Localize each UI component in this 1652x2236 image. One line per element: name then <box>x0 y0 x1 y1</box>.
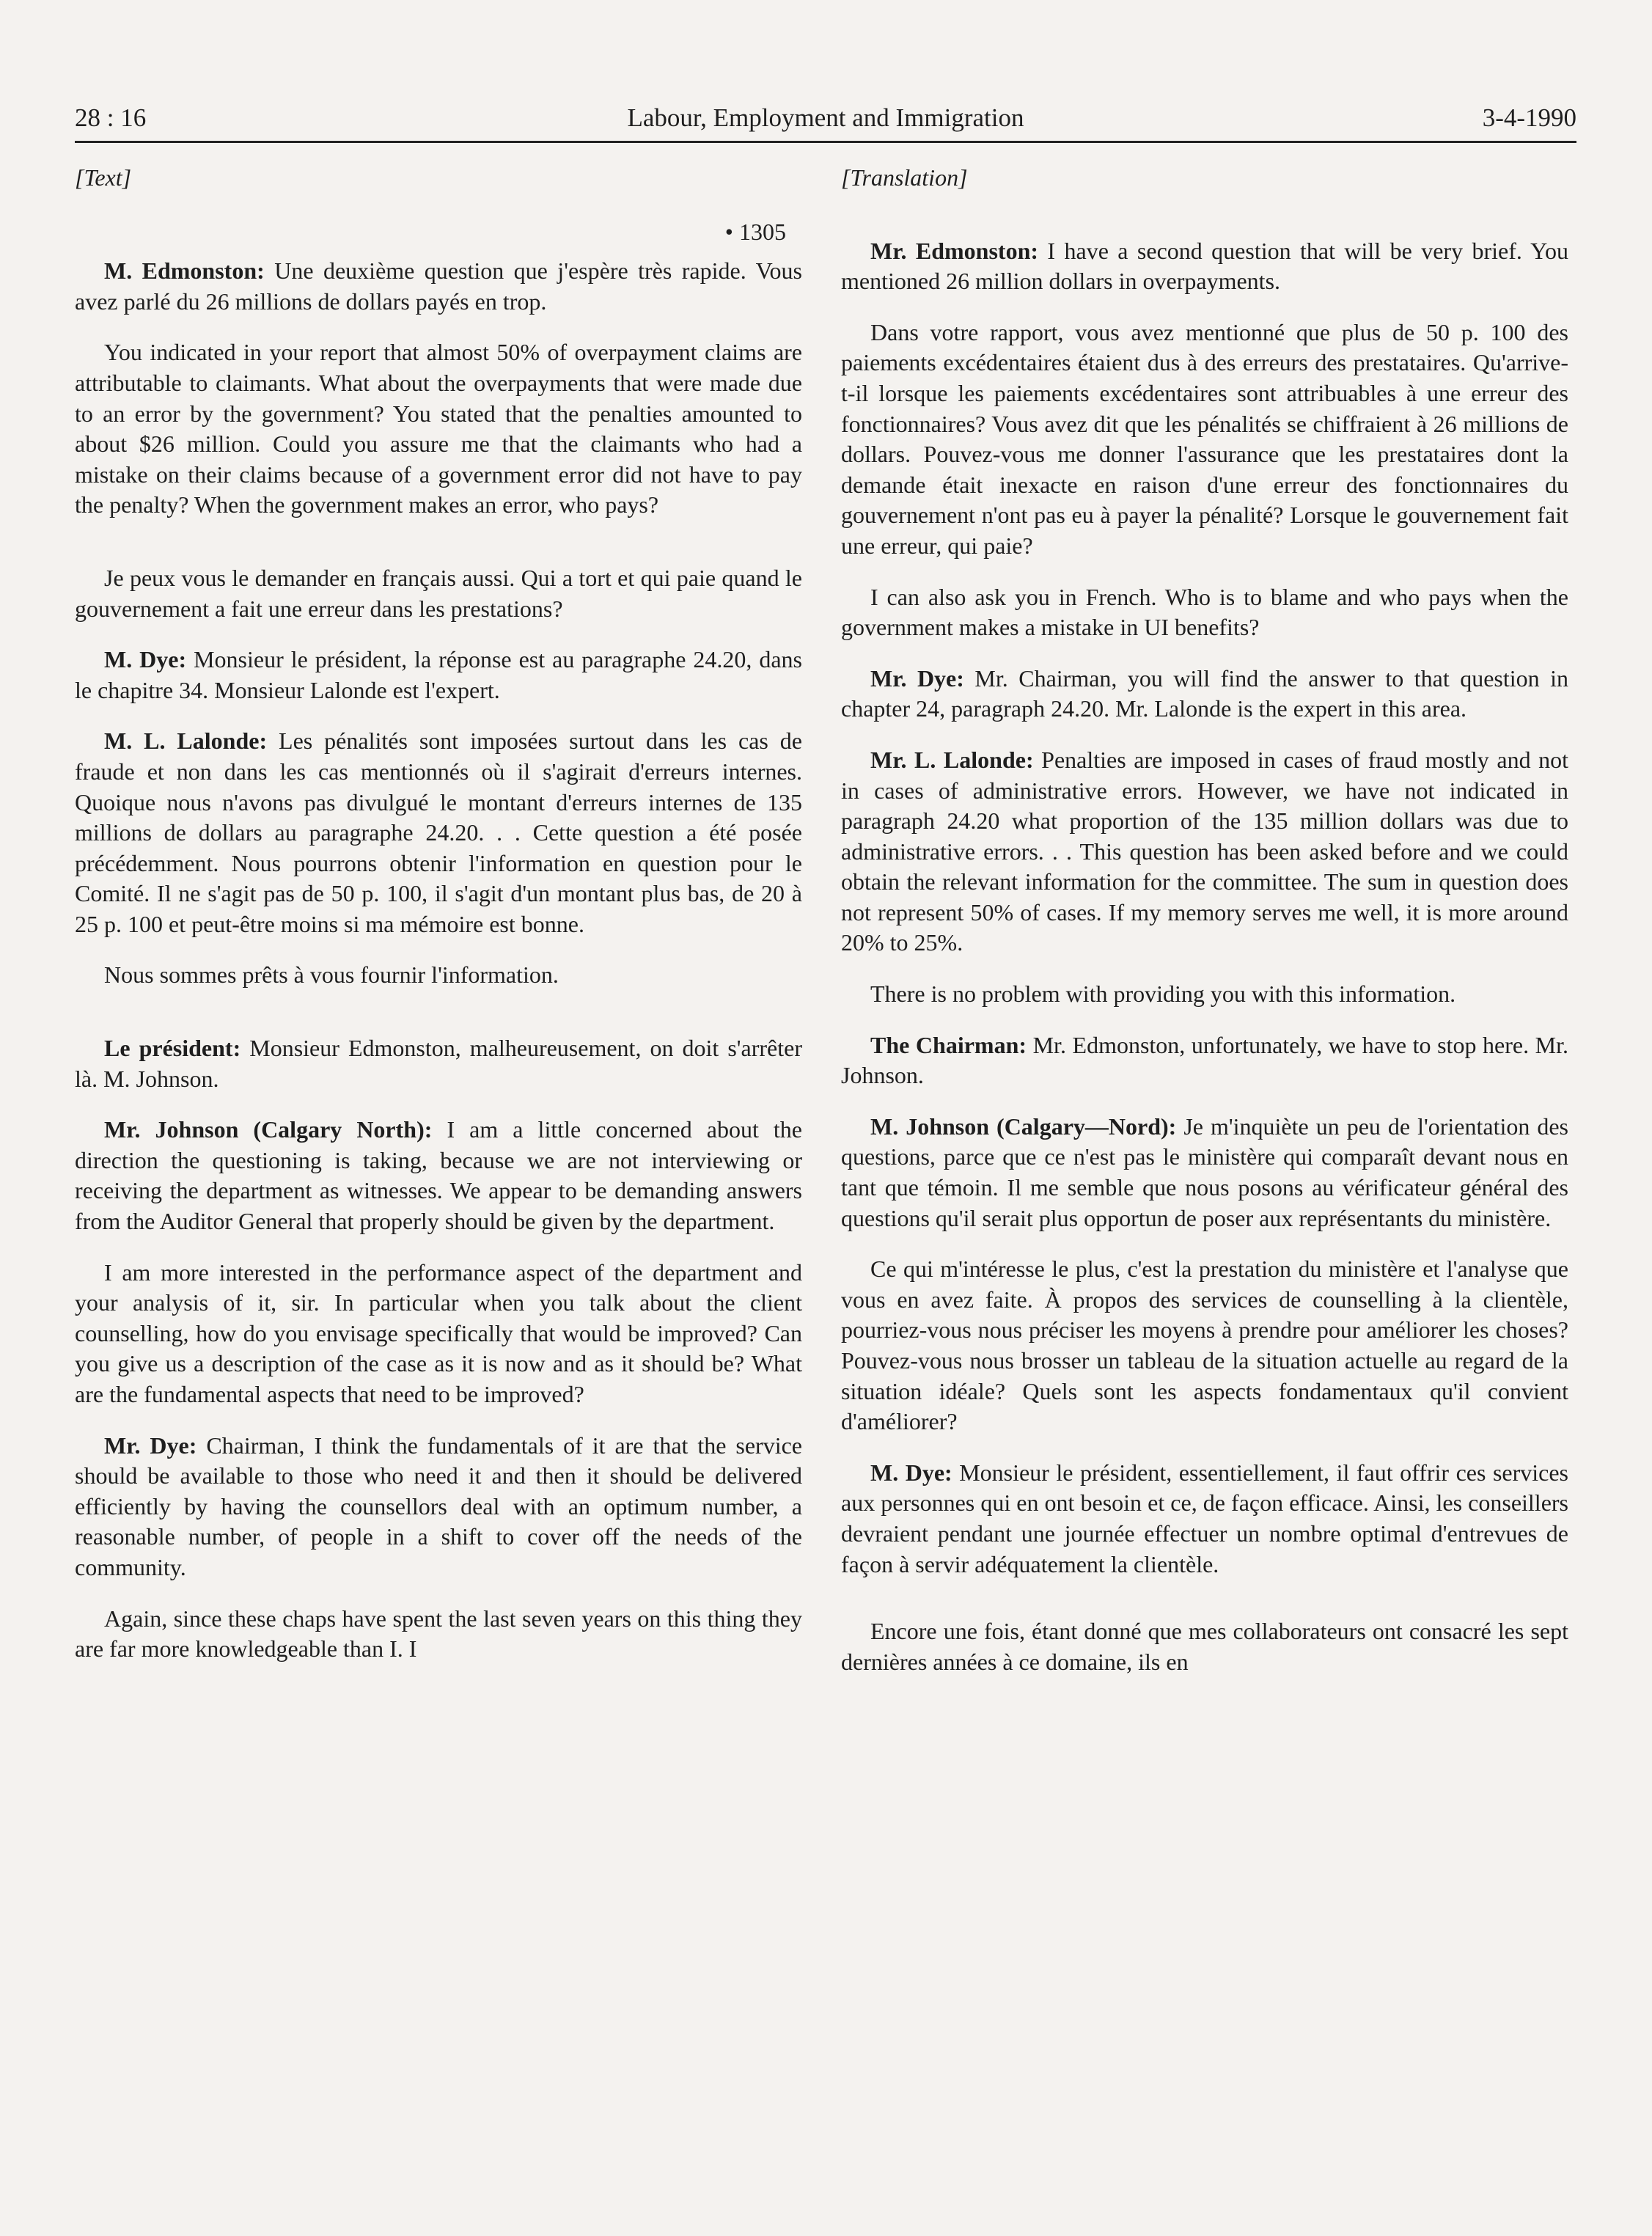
paragraph-text: I am more interested in the performance aspect of the department and your analysis of it, sir. In particular when you talk about the client counselling, how do you envisage specifically that would be improved? Can you give us a description of the case as it is now and as it should be? What are the fundamental aspects that need to be improved? <box>75 1258 802 1407</box>
paragraph-text: I am a little concerned about the direction the questioning is taking, because we are not interviewing or receiving the department as witnesses. We appear to be demanding answers from the Auditor General that properly should be given by the department. <box>75 1116 803 1235</box>
paragraph-text: Dans votre rapport, vous avez mentionné que plus de 50 p. 100 des paiements excédentaires étaient dus à des erreurs des prestataires. Qu'arrive-t-il lorsque les paiements excédentaires sont attribuables à une erreur des fonctionnaires? Vous avez dit que les pénalités se chiffraient à 26 millions de dollars. Pouvez-vous me donner l'assurance que les prestataires dont la demande était inexacte en raison d'une erreur des fonctionnaires du gouvernement n'ont pas eu à payer la pénalité? Lorsque le gouvernement fait une erreur, qui paie? <box>841 318 1568 559</box>
speaker-label: M. Edmonston: <box>104 257 265 285</box>
page-header <box>75 100 1576 143</box>
paragraph-text: Mr. Chairman, you will find the answer to that question in chapter 24, paragraph 24.20. Mr. Lalonde is the expert in this area. <box>841 664 1569 722</box>
page-date: 3-4-1990 <box>1482 103 1576 132</box>
paragraph-text: Une deuxième question que j'espère très rapide. Vous avez parlé du 26 millions de dollars payés en trop. <box>75 257 803 315</box>
paragraph-text: Nous sommes prêts à vous fournir l'information. <box>104 961 559 989</box>
paragraph <box>75 1115 802 1236</box>
paragraph-text: Monsieur le président, essentiellement, il faut offrir ces services aux personnes qui en ont besoin et ce, de façon efficace. Ainsi, les conseillers devraient pendant une journée effectuer un nombre optimal d'entrevues de façon à servir adéquatement la clientèle. <box>841 1459 1569 1577</box>
right-column <box>841 163 1568 1698</box>
speaker-label: M. Dye: <box>870 1459 952 1486</box>
paragraph-text: Mr. Edmonston, unfortunately, we have to stop here. Mr. Johnson. <box>841 1031 1569 1089</box>
paragraph <box>841 1616 1568 1677</box>
paragraph <box>75 1033 802 1094</box>
paragraph-text: I can also ask you in French. Who is to blame and who pays when the government makes a mistake in UI benefits? <box>841 583 1568 641</box>
paragraph <box>75 337 802 521</box>
paragraph-text: I have a second question that will be very brief. You mentioned 26 million dollars in overpayments. <box>841 237 1569 295</box>
speaker-label: Mr. Dye: <box>870 664 964 692</box>
translation-tag: [Translation] <box>841 164 968 191</box>
paragraph-text: Chairman, I think the fundamentals of it are that the service should be available to those who need it and then it should be delivered efficiently by having the counsellors deal with an optimum number, a reasonable number, of people in a shift to cover off the needs of the community. <box>75 1432 803 1580</box>
paragraph <box>75 1431 802 1583</box>
paragraph <box>841 1458 1568 1580</box>
paragraph <box>841 1254 1568 1437</box>
paragraph <box>841 664 1568 725</box>
paragraph-text: Je peux vous le demander en français aussi. Qui a tort et qui paie quand le gouvernement a fait une erreur dans les prestations? <box>75 564 802 622</box>
paragraph-text: Ce qui m'intéresse le plus, c'est la prestation du ministère et l'analyse que vous en avez faite. À propos des services de counselling à la clientèle, pourriez-vous nous préciser les moyens à prendre pour améliorer les choses? Pouvez-vous nous brosser un tableau de la situation actuelle au regard de la situation idéale? Quels sont les aspects fondamentaux qu'il convient d'améliorer? <box>841 1256 1568 1435</box>
paragraph <box>841 318 1568 562</box>
paragraph <box>841 979 1568 1010</box>
paragraph <box>841 1030 1568 1091</box>
paragraph-text: There is no problem with providing you with this information. <box>870 980 1456 1008</box>
paragraph <box>75 563 802 624</box>
text-tag: [Text] <box>75 164 132 191</box>
paragraph-text: Again, since these chaps have spent the last seven years on this thing they are far more knowledgeable than I. I <box>75 1605 802 1663</box>
speaker-label: M. L. Lalonde: <box>104 727 268 755</box>
speaker-label: M. Johnson (Calgary—Nord): <box>870 1112 1177 1140</box>
speaker-label: Le président: <box>104 1035 241 1062</box>
page-number: 28 : 16 <box>75 103 147 132</box>
speaker-label: Mr. Edmonston: <box>870 237 1039 264</box>
paragraph-text: Monsieur le président, la réponse est au paragraphe 24.20, dans le chapitre 34. Monsieur Lalonde est l'expert. <box>75 646 803 703</box>
paragraph-text: Encore une fois, étant donné que mes collaborateurs ont consacré les sept dernières années à ce domaine, ils en <box>841 1618 1568 1675</box>
paragraph <box>75 256 802 317</box>
speaker-label: M. Dye: <box>104 646 187 673</box>
left-column <box>75 163 802 1685</box>
speaker-label: The Chairman: <box>870 1031 1027 1058</box>
paragraph <box>75 1258 802 1410</box>
paragraph-text: Je m'inquiète un peu de l'orientation des questions, parce que ce n'est pas le ministère qui comparaît devant nous en tant que témoin. Il me semble que nous posons au vérificateur général des questions qu'il serait plus opportun de poser aux représentants du ministère. <box>841 1112 1569 1231</box>
paragraph <box>841 745 1568 958</box>
paragraph <box>841 236 1568 297</box>
paragraph <box>75 726 802 939</box>
paragraph <box>75 1604 802 1665</box>
speaker-label: Mr. L. Lalonde: <box>870 746 1034 773</box>
paragraph <box>841 1112 1568 1234</box>
paragraph-text: Monsieur Edmonston, malheureusement, on doit s'arrêter là. M. Johnson. <box>75 1035 803 1092</box>
paragraph <box>75 960 802 991</box>
paragraph-text: Penalties are imposed in cases of fraud mostly and not in cases of administrative errors. However, we have not indicated in paragraph 24.20 what proportion of the 135 million dollars was due to administrative errors. . . This question has been asked before and we could obtain the relevant information for the committee. The sum in question does not represent 50% of cases. If my memory serves me well, it is more around 20% to 25%. <box>841 746 1569 956</box>
publication-title: Labour, Employment and Immigration <box>627 103 1024 132</box>
paragraph <box>75 645 802 705</box>
speaker-label: Mr. Johnson (Calgary North): <box>104 1116 433 1143</box>
paragraph-text: You indicated in your report that almost 50% of overpayment claims are attributable to claimants. What about the overpayments that were made due to an error by the government? You stated that the penalties amounted to about $26 million. Could you assure me that the claimants who had a mistake on their claims because of a government error did not have to pay the penalty? When the government makes an error, who pays? <box>75 339 802 518</box>
time-marker: • 1305 <box>724 218 786 245</box>
paragraph-text: Les pénalités sont imposées surtout dans les cas de fraude et non dans les cas mentionnés où il s'agirait d'erreurs internes. Quoique nous n'avons pas divulgué le montant d'erreurs internes de 135 millions de dollars au paragraphe 24.20. . . Cette question a été posée précédemment. Nous pourrons obtenir l'information en question pour le Comité. Il ne s'agit pas de 50 p. 100, il s'agit d'un montant plus bas, de 20 à 25 p. 100 et peut-être moins si ma mémoire est bonne. <box>75 727 803 937</box>
paragraph <box>841 582 1568 643</box>
speaker-label: Mr. Dye: <box>104 1432 197 1459</box>
